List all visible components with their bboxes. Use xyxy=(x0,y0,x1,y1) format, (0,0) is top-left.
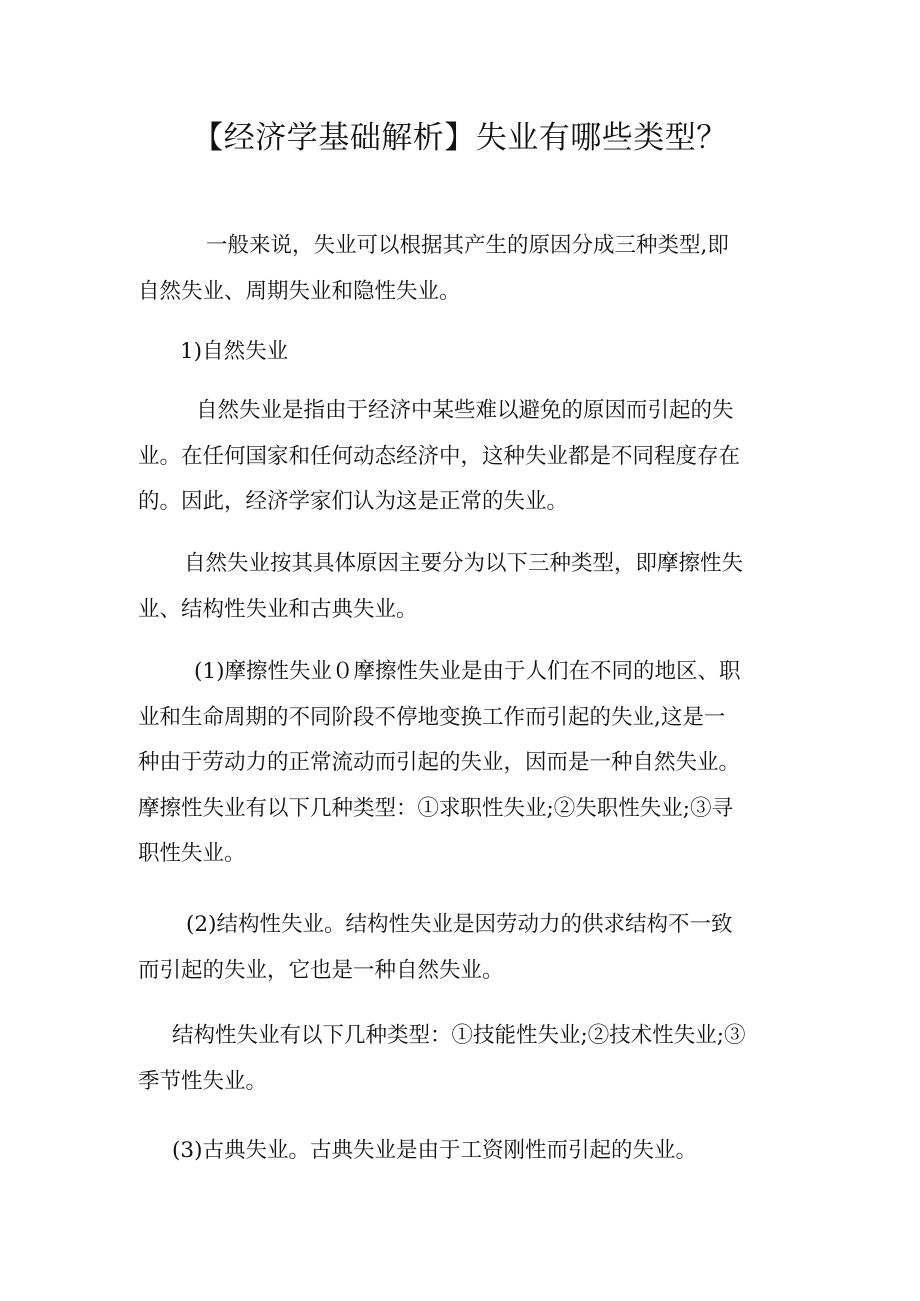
paragraph-natural-unemployment-types xyxy=(138,541,788,632)
paragraph-line: (2)结构性失业。结构性失业是因劳动力的供求结构不一致 xyxy=(186,912,733,937)
paragraph-line: 业、结构性失业和古典失业。 xyxy=(138,596,418,622)
paragraph-classical-unemployment xyxy=(138,1128,788,1174)
paragraph-line: 业和生命周期的不同阶段不停地变换工作而引起的失业,这是一 xyxy=(138,704,726,730)
paragraph-natural-unemployment-definition xyxy=(138,388,788,525)
paragraph-line: (3)古典失业。古典失业是由于工资刚性而引起的失业。 xyxy=(172,1138,697,1163)
paragraph-line: 结构性失业有以下几种类型：①技能性失业;②技术性失业;③ xyxy=(172,1023,746,1048)
paragraph-structural-unemployment-types xyxy=(138,1013,788,1104)
paragraph-line: 自然失业、周期失业和隐性失业。 xyxy=(138,278,461,304)
paragraph-line: 摩擦性失业有以下几种类型：①求职性失业;②失职性失业;③寻 xyxy=(138,795,733,821)
paragraph-line: 自然失业按其具体原因主要分为以下三种类型，即摩擦性失 xyxy=(184,551,744,576)
paragraph-frictional-unemployment xyxy=(138,649,788,877)
paragraph-line: 一般来说，失业可以根据其产生的原因分成三种类型,即 xyxy=(206,233,729,258)
paragraph-line: 季节性失业。 xyxy=(138,1068,268,1094)
section-heading-natural-unemployment xyxy=(138,329,788,375)
paragraph-line: 的。因此，经济学家们认为这是正常的失业。 xyxy=(138,489,569,514)
document-title: 【经济学基础解析】失业有哪些类型？ xyxy=(192,120,728,156)
paragraph-line: 1)自然失业 xyxy=(180,339,289,364)
paragraph-line: 职性失业。 xyxy=(138,841,246,866)
paragraph-line: 业。在任何国家和任何动态经济中，这种失业都是不同程度存在 xyxy=(138,443,741,469)
paragraph-line: 自然失业是指由于经济中某些难以避免的原因而引起的失 xyxy=(196,398,734,423)
paragraph-structural-unemployment xyxy=(138,902,788,993)
paragraph-line: 种由于劳动力的正常流动而引起的失业，因而是一种自然失业。 xyxy=(138,750,741,775)
paragraph-intro xyxy=(138,223,788,314)
paragraph-line: (1)摩擦性失业０摩擦性失业是由于人们在不同的地区、职 xyxy=(194,659,741,684)
paragraph-line: 而引起的失业，它也是一种自然失业。 xyxy=(138,957,504,983)
